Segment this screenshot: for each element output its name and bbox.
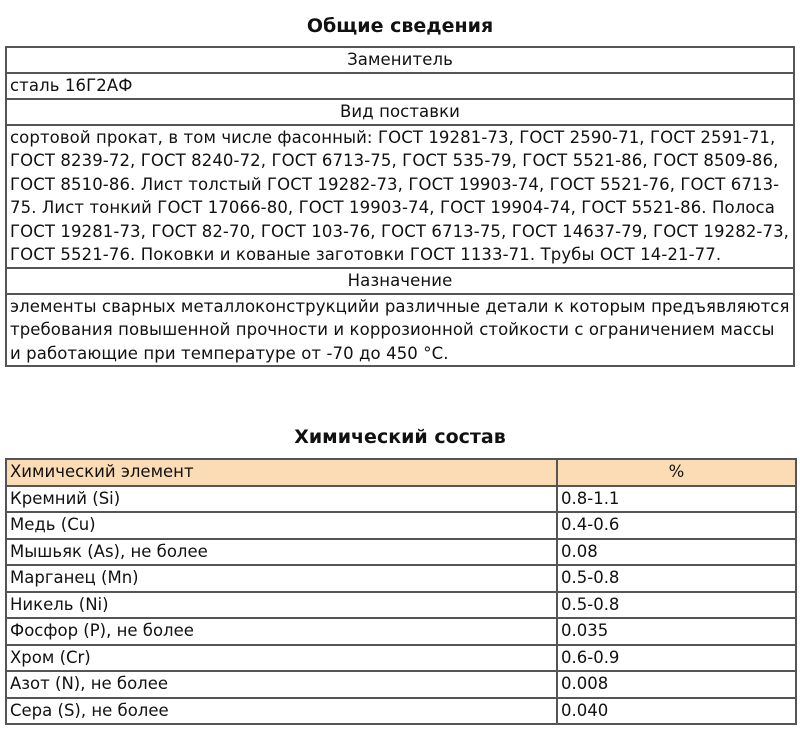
substitute-header: Заменитель [6, 47, 794, 73]
substitute-value: сталь 16Г2АФ [6, 73, 794, 99]
chemical-composition-table [5, 458, 797, 725]
column-header-percent: % [557, 459, 796, 486]
element-cell: Сера (S), не более [6, 698, 557, 725]
percent-cell: 0.4-0.6 [557, 512, 796, 539]
chemical-header-row [6, 459, 796, 486]
chemical-composition-title: Химический состав [294, 426, 506, 448]
percent-cell: 0.008 [557, 671, 796, 698]
element-cell: Медь (Cu) [6, 512, 557, 539]
column-header-element: Химический элемент [6, 459, 557, 486]
element-cell: Фосфор (P), не более [6, 618, 557, 645]
percent-cell: 0.040 [557, 698, 796, 725]
general-info-title: Общие сведения [306, 15, 494, 37]
element-cell: Кремний (Si) [6, 486, 557, 513]
table-row [6, 486, 796, 513]
table-row [6, 671, 796, 698]
percent-cell: 0.5-0.8 [557, 565, 796, 592]
percent-cell: 0.8-1.1 [557, 486, 796, 513]
element-cell: Мышьяк (As), не более [6, 539, 557, 566]
table-row [6, 565, 796, 592]
table-row [6, 645, 796, 672]
percent-cell: 0.08 [557, 539, 796, 566]
table-row [6, 592, 796, 619]
delivery-value: сортовой прокат, в том числе фасонный: ГОСТ 19281-73, ГОСТ 2590-71, ГОСТ 2591-71, ГОСТ 8239-72, ГОСТ 8240-72, ГОСТ 6713-75, ГОСТ 535-79, ГОСТ 5521-86, ГОСТ 8509-86, ГОСТ 8510-86. Лист толстый ГОСТ 19282-73, ГОСТ 19903-74, ГОСТ 5521-76, ГОСТ 6713-75. Лист тонкий ГОСТ 17066-80, ГОСТ 19903-74, ГОСТ 19904-74, ГОСТ 5521-86. Полоса ГОСТ 19281-73, ГОСТ 82-70, ГОСТ 103-76, ГОСТ 6713-75, ГОСТ 14637-79, ГОСТ 19282-73, ГОСТ 5521-76. Поковки и кованые заготовки ГОСТ 1133-71. Трубы ОСТ 14-21-77. [6, 125, 794, 268]
purpose-header: Назначение [6, 268, 794, 294]
percent-cell: 0.035 [557, 618, 796, 645]
table-row [6, 512, 796, 539]
table-row [6, 539, 796, 566]
element-cell: Марганец (Mn) [6, 565, 557, 592]
purpose-value: элементы сварных металлоконструкцийи различные детали к которым предъявляются требования повышенной прочности и коррозионной стойкости с ограничением массы и работающие при температуре от -70 до 450 °С. [6, 294, 794, 367]
element-cell: Никель (Ni) [6, 592, 557, 619]
table-row [6, 698, 796, 725]
percent-cell: 0.5-0.8 [557, 592, 796, 619]
table-row [6, 618, 796, 645]
element-cell: Азот (N), не более [6, 671, 557, 698]
element-cell: Хром (Cr) [6, 645, 557, 672]
delivery-header: Вид поставки [6, 99, 794, 125]
general-info-table [5, 46, 795, 367]
percent-cell: 0.6-0.9 [557, 645, 796, 672]
